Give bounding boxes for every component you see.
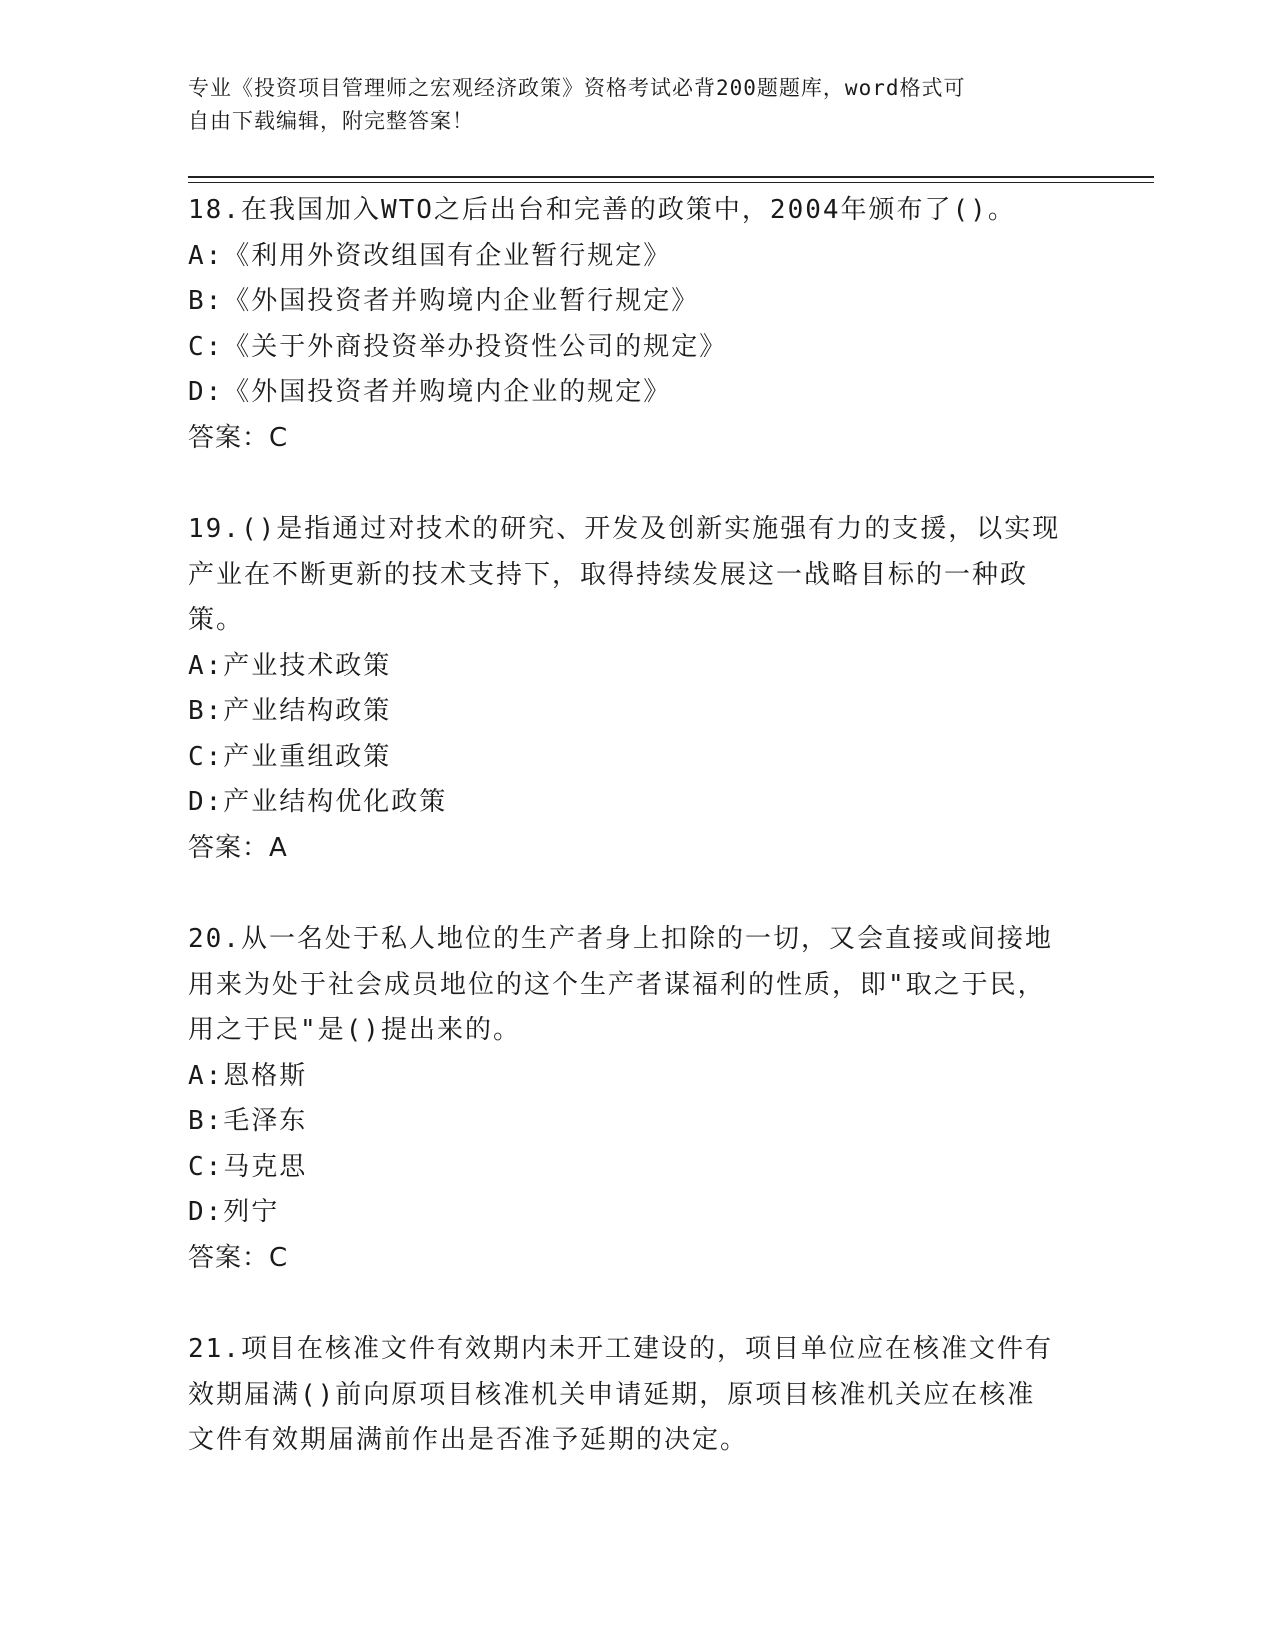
question-stem: 策。	[188, 605, 245, 635]
question-stem: 产业在不断更新的技术支持下，取得持续发展这一战略目标的一种政	[188, 559, 1029, 590]
option-d: D:产业结构优化政策	[188, 787, 448, 817]
question-20	[188, 917, 1088, 1281]
option-a: A:恩格斯	[188, 1060, 308, 1091]
document-header	[188, 72, 1068, 138]
option-b: B:毛泽东	[188, 1106, 308, 1136]
header-divider	[188, 176, 1154, 178]
header-line: 专业《投资项目管理师之宏观经济政策》资格考试必背200题题库，word格式可	[188, 76, 966, 100]
option-b: B:《外国投资者并购境内企业暂行规定》	[188, 286, 700, 316]
question-stem: 21.项目在核准文件有效期内未开工建设的，项目单位应在核准文件有	[188, 1334, 1053, 1364]
question-stem: 效期届满()前向原项目核准机关申请延期，原项目核准机关应在核准	[188, 1379, 1036, 1410]
option-b: B:产业结构政策	[188, 696, 392, 726]
header-line: 自由下载编辑，附完整答案！	[188, 109, 474, 133]
option-d: D:列宁	[188, 1197, 280, 1227]
question-21	[188, 1327, 1088, 1464]
option-a: A:《利用外资改组国有企业暂行规定》	[188, 240, 672, 271]
question-list	[188, 188, 1088, 1510]
answer: 答案：A	[188, 832, 288, 863]
option-d: D:《外国投资者并购境内企业的规定》	[188, 377, 672, 407]
question-19	[188, 507, 1088, 871]
question-stem: 19.()是指通过对技术的研究、开发及创新实施强有力的支援，以实现	[188, 514, 1061, 544]
question-stem: 用来为处于社会成员地位的这个生产者谋福利的性质，即"取之于民，	[188, 969, 1046, 1000]
header-divider-thin	[188, 182, 1154, 183]
question-stem: 20.从一名处于私人地位的生产者身上扣除的一切，又会直接或间接地	[188, 924, 1053, 954]
question-stem: 18.在我国加入WTO之后出台和完善的政策中，2004年颁布了()。	[188, 195, 1016, 225]
question-18	[188, 188, 1088, 461]
question-stem: 用之于民"是()提出来的。	[188, 1015, 521, 1045]
option-a: A:产业技术政策	[188, 650, 392, 681]
question-stem: 文件有效期届满前作出是否准予延期的决定。	[188, 1425, 749, 1455]
answer: 答案：C	[188, 422, 289, 453]
answer: 答案：C	[188, 1242, 289, 1273]
option-c: C:《关于外商投资举办投资性公司的规定》	[188, 331, 728, 362]
option-c: C:产业重组政策	[188, 741, 392, 772]
option-c: C:马克思	[188, 1151, 308, 1182]
